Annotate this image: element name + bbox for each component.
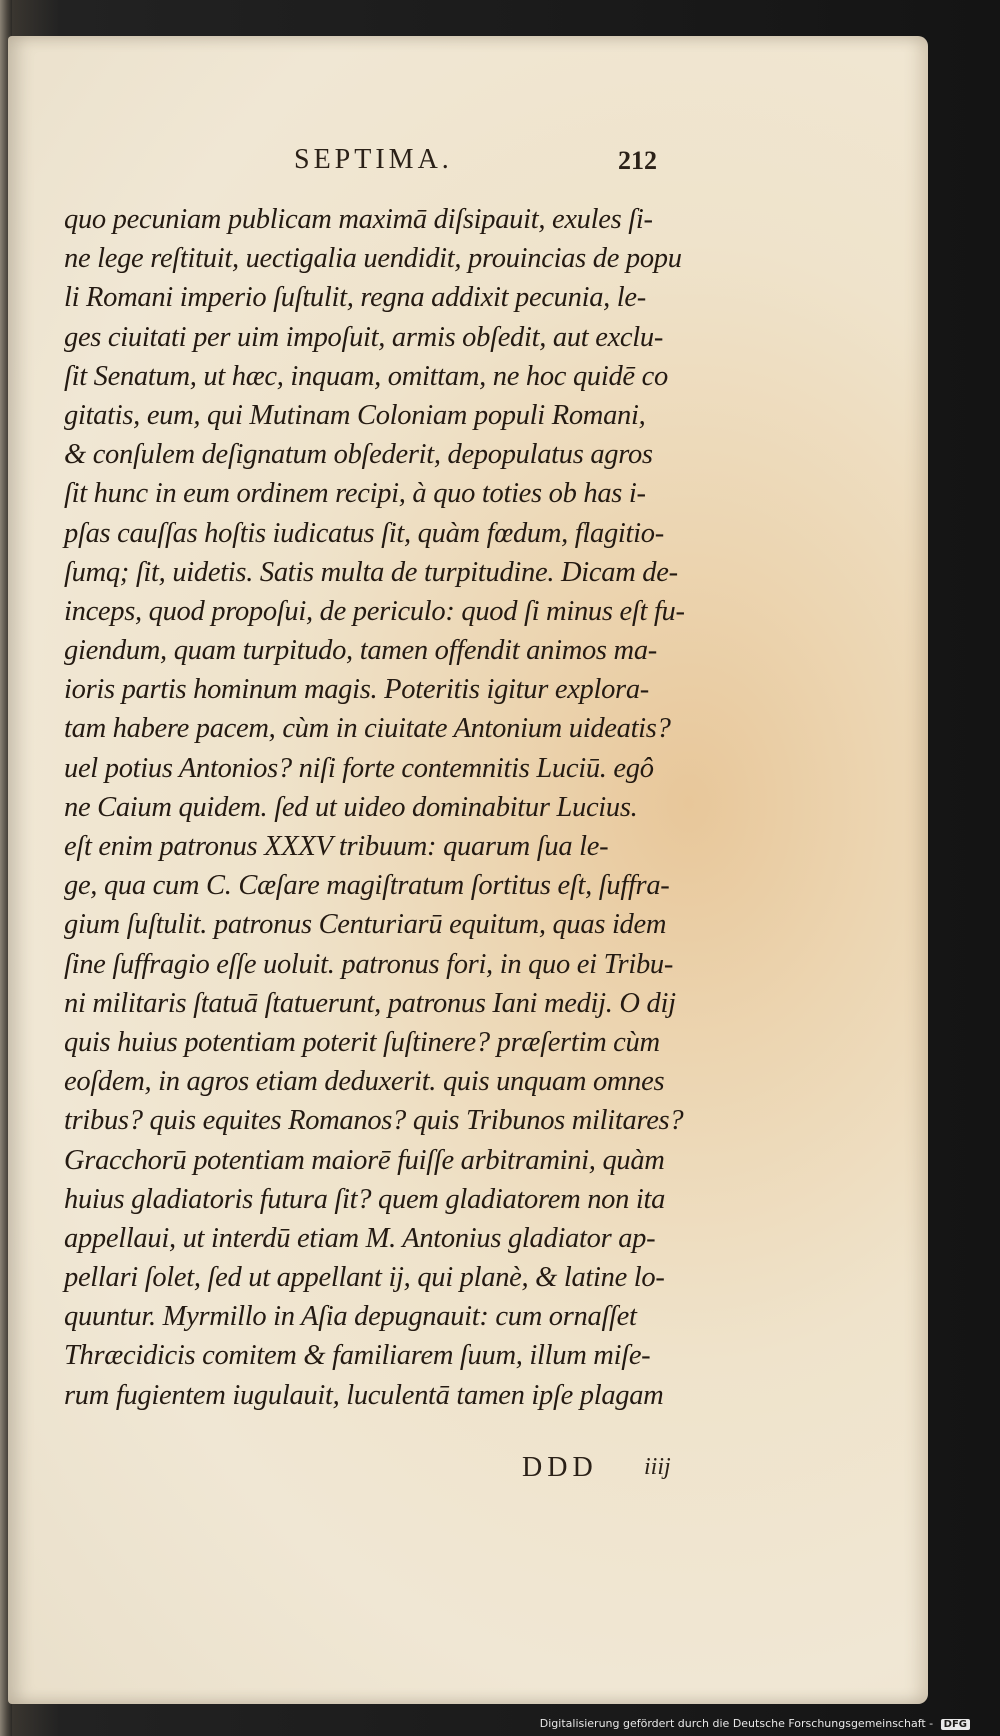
gathering-number: iiij bbox=[644, 1454, 671, 1480]
text-line: quis huius potentiam poterit ſuſtinere? præſertim cùm bbox=[64, 1026, 660, 1058]
text-line: ges ciuitati per uim impoſuit, armis obſedit, aut exclu- bbox=[64, 321, 664, 353]
text-line: ioris partis hominum magis. Poteritis igitur explora- bbox=[64, 674, 649, 706]
text-line: gitatis, eum, qui Mutinam Coloniam populi Romani, bbox=[64, 399, 646, 431]
text-line: appellaui, ut interdū etiam M. Antonius gladiator ap- bbox=[64, 1222, 656, 1254]
text-line: ſit hunc in eum ordinem recipi, à quo toties ob has i- bbox=[64, 478, 646, 510]
running-head: SEPTIMA. bbox=[294, 144, 453, 175]
text-line: quo pecuniam publicam maximā diſsipauit, exules ſi- bbox=[64, 204, 653, 235]
text-line: ſine ſuffragio eſſe uoluit. patronus fori, in quo ei Tribu- bbox=[64, 948, 674, 980]
text-line: gium ſuſtulit. patronus Centuriarū equitum, quas idem bbox=[64, 909, 667, 941]
text-line: Thræcidicis comitem & familiarem ſuum, illum miſe- bbox=[64, 1340, 651, 1372]
page-number: 212 bbox=[618, 146, 657, 175]
text-line: tribus? quis equites Romanos? quis Tribunos militares? bbox=[64, 1105, 684, 1137]
text-line: tam habere pacem, cùm in ciuitate Antonium uideatis? bbox=[64, 713, 671, 745]
text-line: ne lege reſtituit, uectigalia uendidit, prouincias de popu bbox=[64, 243, 682, 275]
book-page bbox=[8, 36, 928, 1704]
page-footer-marks bbox=[8, 1452, 928, 1488]
text-line: Gracchorū potentiam maiorē fuiſſe arbitramini, quàm bbox=[64, 1144, 665, 1176]
signature-mark: DDD bbox=[522, 1452, 598, 1483]
credit-text: Digitalisierung gefördert durch die Deutsche Forschungsgemeinschaft - bbox=[539, 1717, 934, 1730]
text-line: li Romani imperio ſuſtulit, regna addixit pecunia, le- bbox=[64, 282, 646, 314]
text-line: ſumq; ſit, uidetis. Satis multa de turpitudine. Dicam de- bbox=[64, 556, 678, 588]
text-line: ge, qua cum C. Cæſare magiſtratum ſortitus eſt, ſuffra- bbox=[64, 870, 670, 902]
text-line: ne Caium quidem. ſed ut uideo dominabitur Lucius. bbox=[64, 791, 638, 823]
text-line: pſas cauſſas hoſtis iudicatus ſit, quàm fœdum, flagitio- bbox=[64, 517, 664, 549]
body-text bbox=[64, 200, 704, 1415]
text-line: ſit Senatum, ut hæc, inquam, omittam, ne hoc quidē co bbox=[64, 360, 668, 392]
text-line: eſt enim patronus XXXV tribuum: quarum ſua le- bbox=[64, 831, 609, 862]
text-line: eoſdem, in agros etiam deduxerit. quis unquam omnes bbox=[64, 1066, 665, 1098]
text-line: ni militaris ſtatuā ſtatuerunt, patronus Iani medij. O dij bbox=[64, 987, 676, 1019]
page-header bbox=[8, 144, 928, 184]
digitization-credit bbox=[540, 1717, 970, 1730]
text-line: pellari ſolet, ſed ut appellant ij, qui planè, & latine lo- bbox=[64, 1262, 665, 1294]
text-line: & conſulem deſignatum obſederit, depopulatus agros bbox=[64, 439, 653, 471]
text-line: huius gladiatoris futura ſit? quem gladiatorem non ita bbox=[64, 1183, 666, 1215]
text-line: giendum, quam turpitudo, tamen offendit animos ma- bbox=[64, 635, 657, 667]
text-line: uel potius Antonios? niſi forte contemnitis Luciū. egô bbox=[64, 752, 654, 784]
text-line: inceps, quod propoſui, de periculo: quod ſi minus eſt fu- bbox=[64, 595, 685, 627]
dfg-logo: DFG bbox=[941, 1719, 970, 1730]
text-line: rum fugientem iugulauit, luculentā tamen ipſe plagam bbox=[64, 1379, 664, 1411]
text-line: quuntur. Myrmillo in Aſia depugnauit: cum ornaſſet bbox=[64, 1301, 637, 1333]
